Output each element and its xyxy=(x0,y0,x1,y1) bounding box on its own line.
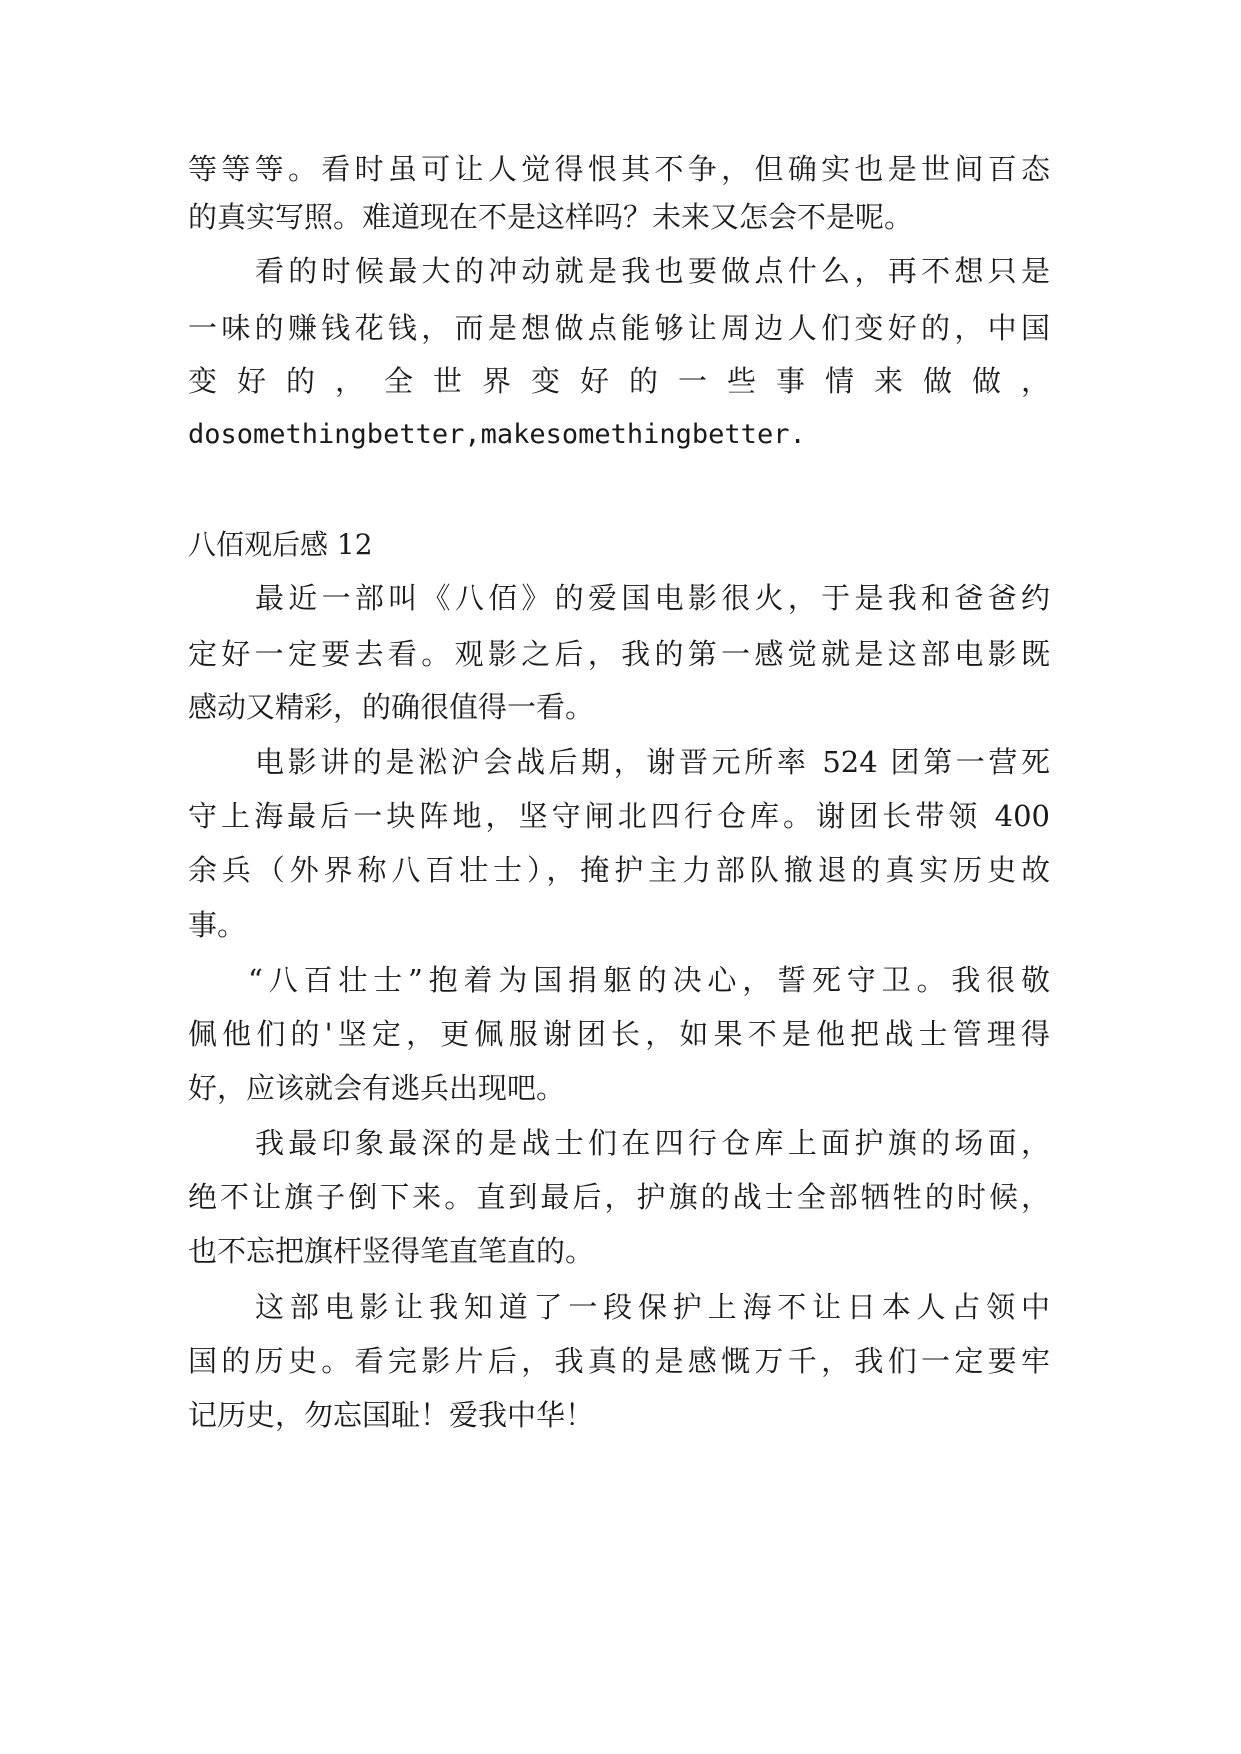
para-4-line-1: 我最印象最深的是战士们在四行仓库上面护旗的场面， xyxy=(255,1126,1050,1160)
para-5-line-1: 这部电影让我知道了一段保护上海不让日本人占领中 xyxy=(255,1290,1050,1324)
para-5-line-2: 国的历史。看完影片后，我真的是感慨万千，我们一定要牢 xyxy=(188,1344,1050,1378)
intro-para-1-line-2: 的真实写照。难道现在不是这样吗？未来又怎会不是呢。 xyxy=(188,200,914,234)
para-4-line-2: 绝不让旗子倒下来。直到最后，护旗的战士全部牺牲的时候， xyxy=(188,1180,1050,1214)
intro-para-2-line-2: 一味的赚钱花钱，而是想做点能够让周边人们变好的，中国 xyxy=(188,311,1050,345)
intro-para-2-line-4: dosomethingbetter,makesomethingbetter. xyxy=(188,419,806,450)
para-3-line-1: “八百壮士”抱着为国捐躯的决心，誓死守卫。我很敬 xyxy=(248,963,1050,997)
para-1-line-2: 定好一定要去看。观影之后，我的第一感觉就是这部电影既 xyxy=(188,637,1050,671)
para-1-line-3: 感动又精彩，的确很值得一看。 xyxy=(188,690,595,724)
para-3-line-2: 佩他们的'坚定，更佩服谢团长，如果不是他把战士管理得 xyxy=(188,1017,1050,1051)
para-1-line-1: 最近一部叫《八佰》的爱国电影很火，于是我和爸爸约 xyxy=(255,581,1050,615)
section-title: 八佰观后感 12 xyxy=(188,528,373,561)
intro-para-1-line-1: 等等等。看时虽可让人觉得恨其不争，但确实也是世间百态 xyxy=(188,152,1050,186)
para-3-line-3: 好，应该就会有逃兵出现吧。 xyxy=(188,1071,566,1105)
para-2-line-1: 电影讲的是淞沪会战后期，谢晋元所率 524 团第一营死 xyxy=(255,745,1050,779)
para-4-line-3: 也不忘把旗杆竖得笔直笔直的。 xyxy=(188,1234,595,1268)
intro-para-2-line-1: 看的时候最大的冲动就是我也要做点什么，再不想只是 xyxy=(255,254,1050,288)
intro-para-2-line-3: 变 好 的 ， 全 世 界 变 好 的 一 些 事 情 来 做 做 ， xyxy=(188,364,1050,398)
para-2-line-3: 余兵（外界称八百壮士），掩护主力部队撤退的真实历史故 xyxy=(188,853,1050,887)
para-2-line-4: 事。 xyxy=(188,908,247,942)
para-2-line-2: 守上海最后一块阵地，坚守闸北四行仓库。谢团长带领 400 xyxy=(188,799,1050,833)
para-5-line-3: 记历史，勿忘国耻！爱我中华！ xyxy=(188,1398,595,1432)
